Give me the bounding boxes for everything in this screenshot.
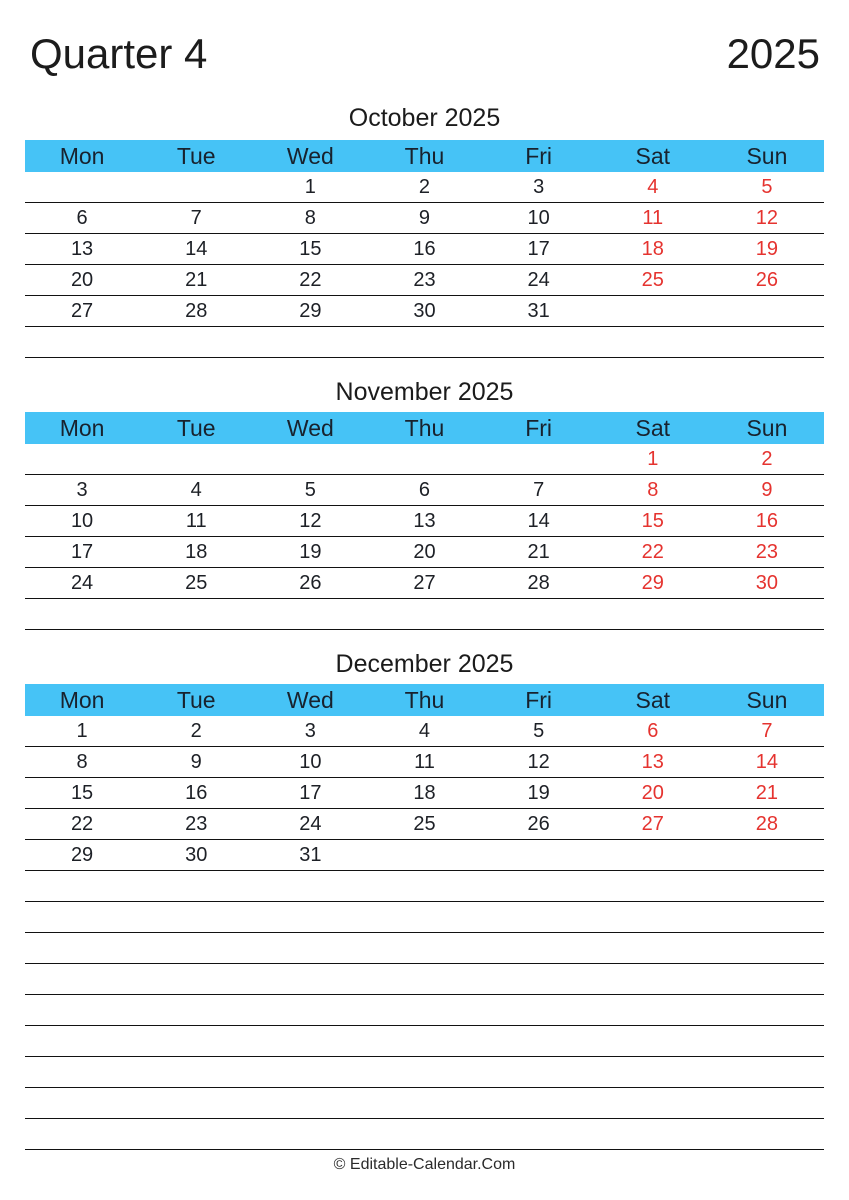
week-row — [25, 871, 824, 902]
weekday-label-mon: Mon — [59, 142, 105, 169]
weekday-label-thu: Thu — [404, 686, 445, 713]
day-cell: 2 — [190, 719, 202, 742]
weekday-label-fri: Fri — [525, 142, 553, 169]
weekday-label-tue: Tue — [176, 414, 216, 441]
day-cell: 22 — [70, 812, 94, 835]
week-row — [25, 809, 824, 840]
day-cell: 25 — [185, 571, 208, 594]
day-cell: 25 — [413, 812, 436, 835]
week-row — [25, 265, 824, 296]
weekday-label-sat: Sat — [635, 414, 671, 441]
day-cell: 24 — [70, 571, 94, 594]
note-line — [25, 1088, 824, 1119]
day-cell: 27 — [413, 571, 436, 594]
day-cell: 29 — [70, 843, 94, 866]
day-cell: 14 — [755, 750, 779, 773]
note-line — [25, 964, 824, 995]
day-cell: 9 — [761, 478, 773, 501]
week-row — [25, 296, 824, 327]
day-cell: 6 — [647, 719, 659, 742]
day-cell: 8 — [76, 750, 88, 773]
day-cell: 22 — [641, 540, 664, 563]
week-row — [25, 599, 824, 630]
weekday-label-fri: Fri — [525, 414, 553, 441]
day-cell: 21 — [185, 268, 208, 291]
week-row — [25, 475, 824, 506]
weekday-label-tue: Tue — [176, 686, 216, 713]
weekday-label-mon: Mon — [59, 686, 105, 713]
page-header — [0, 0, 849, 80]
day-cell: 17 — [299, 781, 322, 804]
month-title: October 2025 — [348, 104, 501, 132]
day-cell: 28 — [755, 812, 779, 835]
week-row — [25, 444, 824, 475]
day-cell: 29 — [299, 299, 322, 322]
day-cell: 12 — [755, 206, 779, 229]
weekday-label-wed: Wed — [286, 414, 334, 441]
day-cell: 18 — [413, 781, 436, 804]
month-title: November 2025 — [335, 378, 514, 406]
day-cell: 8 — [647, 478, 659, 501]
week-row — [25, 840, 824, 871]
day-cell: 4 — [418, 719, 431, 742]
notes-lines — [25, 902, 824, 1150]
weekday-label-sun: Sun — [746, 686, 788, 713]
day-cell: 23 — [755, 540, 779, 563]
weekday-header-row — [25, 140, 824, 172]
day-cell: 20 — [641, 781, 664, 804]
day-cell: 20 — [413, 540, 436, 563]
weekday-label-sun: Sun — [746, 142, 788, 169]
day-cell: 5 — [304, 478, 316, 501]
day-cell: 17 — [70, 540, 94, 563]
day-cell: 13 — [641, 750, 664, 773]
note-line — [25, 1026, 824, 1057]
day-cell: 6 — [76, 206, 88, 229]
page-footer — [25, 1155, 824, 1174]
day-cell: 15 — [299, 237, 322, 260]
note-line — [25, 1057, 824, 1088]
day-cell: 14 — [527, 509, 550, 532]
day-cell: 9 — [190, 750, 202, 773]
day-cell: 26 — [299, 571, 322, 594]
week-row — [25, 172, 824, 203]
day-cell: 31 — [527, 299, 550, 322]
day-cell: 10 — [527, 206, 550, 229]
day-cell: 29 — [641, 571, 664, 594]
day-cell: 26 — [527, 812, 550, 835]
weekday-label-sat: Sat — [635, 686, 671, 713]
day-cell: 26 — [755, 268, 779, 291]
week-row — [25, 234, 824, 265]
day-cell: 23 — [185, 812, 208, 835]
day-cell: 11 — [185, 509, 207, 532]
week-row — [25, 568, 824, 599]
day-cell: 20 — [70, 268, 94, 291]
day-cell: 2 — [761, 447, 773, 470]
month-december-2025 — [25, 650, 824, 902]
month-title: December 2025 — [335, 650, 514, 678]
day-cell: 19 — [527, 781, 550, 804]
day-cell: 5 — [533, 719, 545, 742]
month-november-2025 — [25, 378, 824, 630]
day-cell: 30 — [755, 571, 779, 594]
day-cell: 24 — [299, 812, 322, 835]
day-cell: 10 — [70, 509, 94, 532]
day-cell: 12 — [299, 509, 322, 532]
day-cell: 7 — [533, 478, 545, 501]
day-cell: 15 — [70, 781, 94, 804]
day-cell: 28 — [185, 299, 208, 322]
day-cell: 21 — [527, 540, 550, 563]
day-cell: 19 — [299, 540, 322, 563]
footer-credit: © Editable-Calendar.Com — [333, 1156, 516, 1173]
weekday-label-thu: Thu — [404, 142, 445, 169]
week-row — [25, 203, 824, 234]
day-cell: 21 — [755, 781, 779, 804]
week-row — [25, 747, 824, 778]
day-cell: 17 — [527, 237, 550, 260]
weekday-label-wed: Wed — [286, 142, 334, 169]
day-cell: 3 — [533, 175, 545, 198]
day-cell: 5 — [761, 175, 773, 198]
day-cell: 10 — [299, 750, 322, 773]
day-cell: 28 — [527, 571, 550, 594]
day-cell: 19 — [755, 237, 779, 260]
day-cell: 22 — [299, 268, 322, 291]
day-cell: 12 — [527, 750, 550, 773]
quarter-title: Quarter 4 — [30, 30, 208, 77]
week-row — [25, 716, 824, 747]
weekday-label-tue: Tue — [176, 142, 216, 169]
day-cell: 6 — [418, 478, 431, 501]
day-cell: 13 — [70, 237, 94, 260]
week-row — [25, 506, 824, 537]
day-cell: 25 — [641, 268, 664, 291]
day-cell: 1 — [304, 175, 316, 198]
day-cell: 14 — [185, 237, 208, 260]
day-cell: 24 — [527, 268, 550, 291]
note-line — [25, 1119, 824, 1150]
day-cell: 18 — [185, 540, 208, 563]
note-line — [25, 902, 824, 933]
day-cell: 3 — [76, 478, 88, 501]
day-cell: 18 — [641, 237, 664, 260]
day-cell: 11 — [642, 206, 664, 229]
year-label: 2025 — [726, 30, 820, 77]
note-line — [25, 933, 824, 964]
months-container — [25, 104, 824, 902]
note-line — [25, 995, 824, 1026]
day-cell: 30 — [413, 299, 436, 322]
weekday-label-thu: Thu — [404, 414, 445, 441]
week-row — [25, 537, 824, 568]
weekday-label-mon: Mon — [59, 414, 105, 441]
weekday-label-sat: Sat — [635, 142, 671, 169]
day-cell: 3 — [304, 719, 316, 742]
day-cell: 13 — [413, 509, 436, 532]
month-october-2025 — [25, 104, 824, 358]
weekday-header-row — [25, 412, 824, 444]
day-cell: 1 — [76, 719, 88, 742]
weekday-label-sun: Sun — [746, 414, 788, 441]
week-row — [25, 327, 824, 358]
day-cell: 16 — [185, 781, 208, 804]
day-cell: 7 — [190, 206, 202, 229]
day-cell: 11 — [414, 750, 435, 773]
weekday-header-row — [25, 684, 824, 716]
day-cell: 15 — [641, 509, 664, 532]
week-row — [25, 778, 824, 809]
day-cell: 9 — [418, 206, 431, 229]
day-cell: 2 — [418, 175, 431, 198]
day-cell: 7 — [761, 719, 773, 742]
weekday-label-fri: Fri — [525, 686, 553, 713]
day-cell: 23 — [413, 268, 436, 291]
day-cell: 30 — [185, 843, 208, 866]
day-cell: 27 — [641, 812, 664, 835]
day-cell: 31 — [299, 843, 322, 866]
day-cell: 1 — [647, 447, 659, 470]
day-cell: 16 — [755, 509, 779, 532]
day-cell: 8 — [304, 206, 316, 229]
day-cell: 27 — [70, 299, 94, 322]
day-cell: 16 — [413, 237, 436, 260]
weekday-label-wed: Wed — [286, 686, 334, 713]
day-cell: 4 — [647, 175, 659, 198]
day-cell: 4 — [190, 478, 202, 501]
